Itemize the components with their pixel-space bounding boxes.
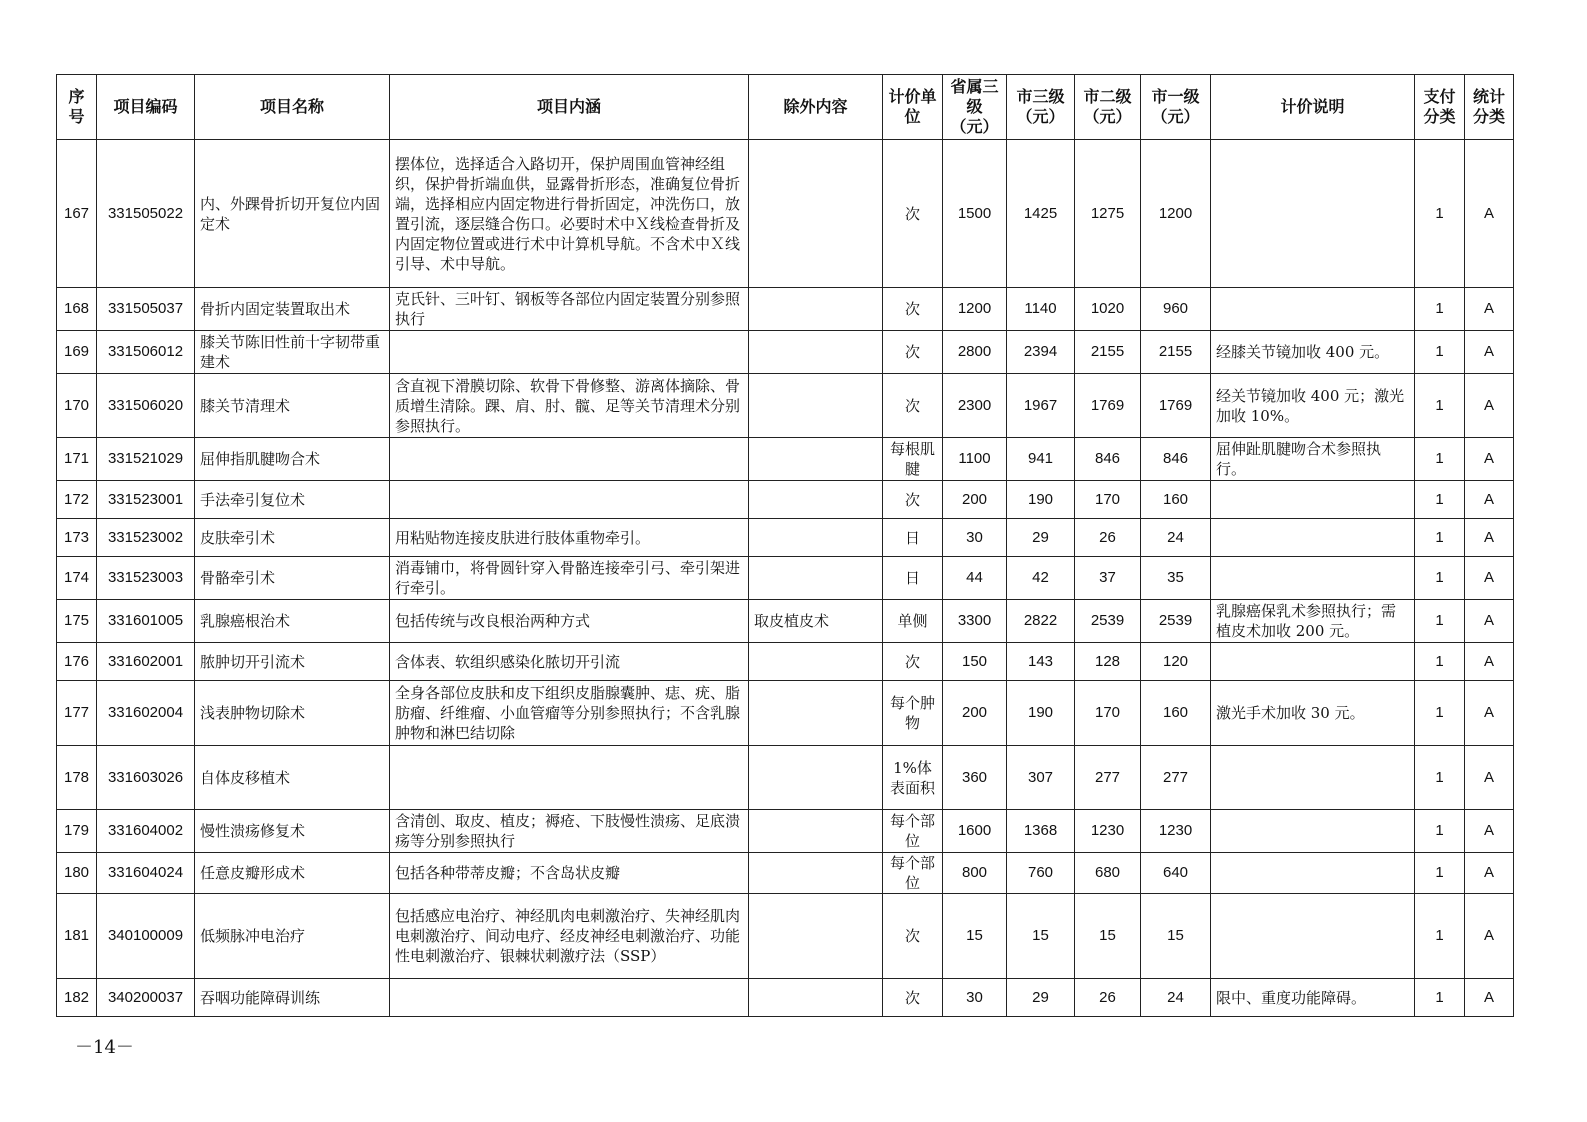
- cell-price-city-tier1: 120: [1141, 643, 1211, 681]
- cell-price-city-tier2: 26: [1075, 519, 1141, 557]
- cell-note: 经关节镜加收 400 元；激光加收 10%。: [1211, 374, 1415, 438]
- cell-content: 含清创、取皮、植皮；褥疮、下肢慢性溃疡、足底溃疡等分别参照执行: [390, 810, 749, 853]
- cell-price-city-tier2: 2155: [1075, 331, 1141, 374]
- cell-exclusion: [749, 438, 883, 481]
- cell-price-city-tier3: 1368: [1007, 810, 1075, 853]
- cell-price-city-tier3: 42: [1007, 557, 1075, 600]
- cell-exclusion: [749, 331, 883, 374]
- cell-name: 骨骼牵引术: [195, 557, 390, 600]
- cell-name: 浅表肿物切除术: [195, 681, 390, 746]
- cell-price-city-tier1: 277: [1141, 746, 1211, 810]
- cell-code: 331604024: [97, 853, 195, 894]
- cell-pay-class: 1: [1415, 438, 1465, 481]
- cell-price-provincial-tier3: 15: [943, 894, 1007, 979]
- cell-code: 331521029: [97, 438, 195, 481]
- cell-price-city-tier3: 143: [1007, 643, 1075, 681]
- table-row: [57, 374, 1514, 438]
- cell-exclusion: [749, 894, 883, 979]
- table-row: [57, 288, 1514, 331]
- cell-price-provincial-tier3: 3300: [943, 600, 1007, 643]
- cell-exclusion: 取皮植皮术: [749, 600, 883, 643]
- cell-pay-class: 1: [1415, 810, 1465, 853]
- cell-exclusion: [749, 557, 883, 600]
- table-row: [57, 681, 1514, 746]
- cell-code: 331602004: [97, 681, 195, 746]
- cell-price-city-tier1: 2539: [1141, 600, 1211, 643]
- cell-price-provincial-tier3: 44: [943, 557, 1007, 600]
- cell-unit: 次: [883, 979, 943, 1017]
- cell-unit: 次: [883, 643, 943, 681]
- cell-exclusion: [749, 481, 883, 519]
- cell-content: [390, 746, 749, 810]
- cell-price-provincial-tier3: 1500: [943, 140, 1007, 288]
- cell-no: 180: [57, 853, 97, 894]
- header-cell: 序号: [57, 75, 97, 140]
- cell-stat-class: A: [1465, 557, 1514, 600]
- cell-exclusion: [749, 519, 883, 557]
- table-row: [57, 853, 1514, 894]
- cell-content: 含体表、软组织感染化脓切开引流: [390, 643, 749, 681]
- cell-name: 乳腺癌根治术: [195, 600, 390, 643]
- cell-exclusion: [749, 681, 883, 746]
- cell-price-city-tier1: 960: [1141, 288, 1211, 331]
- cell-note: [1211, 894, 1415, 979]
- cell-code: 340200037: [97, 979, 195, 1017]
- cell-name: 吞咽功能障碍训练: [195, 979, 390, 1017]
- cell-price-city-tier3: 760: [1007, 853, 1075, 894]
- cell-exclusion: [749, 374, 883, 438]
- cell-name: 低频脉冲电治疗: [195, 894, 390, 979]
- cell-unit: 每个肿物: [883, 681, 943, 746]
- cell-price-city-tier1: 846: [1141, 438, 1211, 481]
- table-row: [57, 331, 1514, 374]
- cell-price-provincial-tier3: 200: [943, 681, 1007, 746]
- cell-note: 乳腺癌保乳术参照执行；需植皮术加收 200 元。: [1211, 600, 1415, 643]
- cell-no: 168: [57, 288, 97, 331]
- cell-pay-class: 1: [1415, 979, 1465, 1017]
- cell-price-provincial-tier3: 150: [943, 643, 1007, 681]
- cell-price-city-tier2: 26: [1075, 979, 1141, 1017]
- header-cell: 计价说明: [1211, 75, 1415, 140]
- cell-no: 179: [57, 810, 97, 853]
- cell-price-city-tier3: 1425: [1007, 140, 1075, 288]
- header-cell: 市三级（元）: [1007, 75, 1075, 140]
- cell-name: 膝关节清理术: [195, 374, 390, 438]
- price-table: [56, 74, 1514, 1017]
- cell-unit: 每个部位: [883, 853, 943, 894]
- table-row: [57, 481, 1514, 519]
- cell-content: 包括传统与改良根治两种方式: [390, 600, 749, 643]
- cell-note: 经膝关节镜加收 400 元。: [1211, 331, 1415, 374]
- table-header-row: [57, 75, 1514, 140]
- cell-price-city-tier2: 2539: [1075, 600, 1141, 643]
- cell-note: 限中、重度功能障碍。: [1211, 979, 1415, 1017]
- cell-pay-class: 1: [1415, 140, 1465, 288]
- table-row: [57, 519, 1514, 557]
- cell-unit: 次: [883, 331, 943, 374]
- cell-price-city-tier3: 190: [1007, 681, 1075, 746]
- cell-content: [390, 331, 749, 374]
- header-cell: 统计分类: [1465, 75, 1514, 140]
- cell-code: 340100009: [97, 894, 195, 979]
- cell-price-provincial-tier3: 1600: [943, 810, 1007, 853]
- cell-price-city-tier3: 29: [1007, 979, 1075, 1017]
- cell-exclusion: [749, 979, 883, 1017]
- cell-pay-class: 1: [1415, 681, 1465, 746]
- cell-unit: 次: [883, 481, 943, 519]
- cell-stat-class: A: [1465, 853, 1514, 894]
- cell-content: 含直视下滑膜切除、软骨下骨修整、游离体摘除、骨质增生清除。踝、肩、肘、髋、足等关节清理术分别参照执行。: [390, 374, 749, 438]
- cell-note: [1211, 810, 1415, 853]
- cell-price-city-tier2: 37: [1075, 557, 1141, 600]
- cell-unit: 1%体表面积: [883, 746, 943, 810]
- cell-code: 331505037: [97, 288, 195, 331]
- cell-price-city-tier2: 1769: [1075, 374, 1141, 438]
- cell-price-city-tier3: 29: [1007, 519, 1075, 557]
- cell-exclusion: [749, 288, 883, 331]
- cell-code: 331523002: [97, 519, 195, 557]
- cell-content: 克氏针、三叶钉、钢板等各部位内固定装置分别参照执行: [390, 288, 749, 331]
- cell-code: 331505022: [97, 140, 195, 288]
- cell-price-provincial-tier3: 2800: [943, 331, 1007, 374]
- cell-note: 激光手术加收 30 元。: [1211, 681, 1415, 746]
- cell-content: 用粘贴物连接皮肤进行肢体重物牵引。: [390, 519, 749, 557]
- cell-price-city-tier3: 2394: [1007, 331, 1075, 374]
- cell-note: [1211, 288, 1415, 331]
- cell-pay-class: 1: [1415, 374, 1465, 438]
- cell-content: 包括感应电治疗、神经肌肉电刺激治疗、失神经肌肉电刺激治疗、间动电疗、经皮神经电刺激治疗、功能性电刺激治疗、银棘状刺激疗法（SSP）: [390, 894, 749, 979]
- cell-content: 消毒铺巾，将骨圆针穿入骨骼连接牵引弓、牵引架进行牵引。: [390, 557, 749, 600]
- cell-price-city-tier1: 24: [1141, 979, 1211, 1017]
- cell-name: 任意皮瓣形成术: [195, 853, 390, 894]
- cell-content: [390, 438, 749, 481]
- cell-stat-class: A: [1465, 438, 1514, 481]
- cell-content: 全身各部位皮肤和皮下组织皮脂腺囊肿、痣、疣、脂肪瘤、纤维瘤、小血管瘤等分别参照执行；不含乳腺肿物和淋巴结切除: [390, 681, 749, 746]
- cell-code: 331603026: [97, 746, 195, 810]
- header-cell: 计价单位: [883, 75, 943, 140]
- header-cell: 支付分类: [1415, 75, 1465, 140]
- cell-price-city-tier2: 128: [1075, 643, 1141, 681]
- cell-code: 331601005: [97, 600, 195, 643]
- cell-note: [1211, 643, 1415, 681]
- cell-unit: 每根肌腱: [883, 438, 943, 481]
- table-row: [57, 746, 1514, 810]
- cell-exclusion: [749, 810, 883, 853]
- cell-price-city-tier2: 15: [1075, 894, 1141, 979]
- cell-exclusion: [749, 643, 883, 681]
- header-cell: 市一级（元）: [1141, 75, 1211, 140]
- cell-stat-class: A: [1465, 374, 1514, 438]
- cell-price-provincial-tier3: 2300: [943, 374, 1007, 438]
- cell-name: 手法牵引复位术: [195, 481, 390, 519]
- cell-price-city-tier1: 24: [1141, 519, 1211, 557]
- cell-pay-class: 1: [1415, 519, 1465, 557]
- cell-price-city-tier3: 15: [1007, 894, 1075, 979]
- cell-price-provincial-tier3: 30: [943, 519, 1007, 557]
- cell-name: 脓肿切开引流术: [195, 643, 390, 681]
- cell-price-provincial-tier3: 800: [943, 853, 1007, 894]
- cell-unit: 单侧: [883, 600, 943, 643]
- cell-price-city-tier3: 2822: [1007, 600, 1075, 643]
- cell-price-city-tier3: 307: [1007, 746, 1075, 810]
- cell-stat-class: A: [1465, 481, 1514, 519]
- table-row: [57, 600, 1514, 643]
- cell-unit: 日: [883, 519, 943, 557]
- cell-unit: 每个部位: [883, 810, 943, 853]
- cell-stat-class: A: [1465, 519, 1514, 557]
- cell-stat-class: A: [1465, 810, 1514, 853]
- cell-no: 167: [57, 140, 97, 288]
- header-cell: 除外内容: [749, 75, 883, 140]
- cell-price-city-tier2: 1020: [1075, 288, 1141, 331]
- cell-price-provincial-tier3: 1200: [943, 288, 1007, 331]
- cell-pay-class: 1: [1415, 853, 1465, 894]
- table-row: [57, 557, 1514, 600]
- cell-code: 331523001: [97, 481, 195, 519]
- cell-unit: 次: [883, 894, 943, 979]
- cell-stat-class: A: [1465, 331, 1514, 374]
- cell-no: 175: [57, 600, 97, 643]
- cell-content: [390, 481, 749, 519]
- cell-stat-class: A: [1465, 600, 1514, 643]
- cell-price-provincial-tier3: 1100: [943, 438, 1007, 481]
- cell-price-city-tier1: 1769: [1141, 374, 1211, 438]
- cell-note: [1211, 746, 1415, 810]
- cell-note: [1211, 557, 1415, 600]
- cell-price-city-tier1: 160: [1141, 681, 1211, 746]
- cell-price-city-tier2: 1275: [1075, 140, 1141, 288]
- cell-name: 膝关节陈旧性前十字韧带重建术: [195, 331, 390, 374]
- header-cell: 项目内涵: [390, 75, 749, 140]
- cell-stat-class: A: [1465, 681, 1514, 746]
- table-row: [57, 979, 1514, 1017]
- cell-content: 摆体位，选择适合入路切开，保护周围血管神经组织，保护骨折端血供，显露骨折形态，准确复位骨折端，选择相应内固定物进行骨折固定，冲洗伤口，放置引流，逐层缝合伤口。必要时术中Ｘ线检查骨折及内固定物位置或进行术中计算机导航。不含术中Ｘ线引导、术中导航。: [390, 140, 749, 288]
- cell-price-city-tier2: 846: [1075, 438, 1141, 481]
- cell-code: 331604002: [97, 810, 195, 853]
- cell-price-city-tier2: 277: [1075, 746, 1141, 810]
- cell-pay-class: 1: [1415, 600, 1465, 643]
- cell-no: 177: [57, 681, 97, 746]
- cell-pay-class: 1: [1415, 746, 1465, 810]
- cell-note: 屈伸趾肌腱吻合术参照执行。: [1211, 438, 1415, 481]
- header-cell: 项目编码: [97, 75, 195, 140]
- cell-name: 屈伸指肌腱吻合术: [195, 438, 390, 481]
- cell-price-city-tier2: 170: [1075, 481, 1141, 519]
- cell-price-city-tier1: 1230: [1141, 810, 1211, 853]
- cell-no: 169: [57, 331, 97, 374]
- cell-no: 170: [57, 374, 97, 438]
- cell-pay-class: 1: [1415, 557, 1465, 600]
- cell-stat-class: A: [1465, 979, 1514, 1017]
- cell-unit: 次: [883, 288, 943, 331]
- cell-note: [1211, 481, 1415, 519]
- page-number: －14－: [75, 1037, 134, 1058]
- cell-price-city-tier1: 2155: [1141, 331, 1211, 374]
- table-row: [57, 643, 1514, 681]
- cell-price-city-tier3: 190: [1007, 481, 1075, 519]
- cell-price-city-tier1: 640: [1141, 853, 1211, 894]
- header-cell: 项目名称: [195, 75, 390, 140]
- cell-stat-class: A: [1465, 140, 1514, 288]
- cell-price-city-tier1: 35: [1141, 557, 1211, 600]
- table-row: [57, 810, 1514, 853]
- cell-pay-class: 1: [1415, 894, 1465, 979]
- cell-price-city-tier3: 1967: [1007, 374, 1075, 438]
- cell-price-city-tier2: 680: [1075, 853, 1141, 894]
- cell-exclusion: [749, 746, 883, 810]
- cell-pay-class: 1: [1415, 481, 1465, 519]
- cell-code: 331506012: [97, 331, 195, 374]
- cell-no: 181: [57, 894, 97, 979]
- cell-no: 173: [57, 519, 97, 557]
- cell-code: 331602001: [97, 643, 195, 681]
- cell-price-provincial-tier3: 200: [943, 481, 1007, 519]
- cell-stat-class: A: [1465, 288, 1514, 331]
- cell-price-city-tier3: 941: [1007, 438, 1075, 481]
- table-row: [57, 140, 1514, 288]
- cell-name: 慢性溃疡修复术: [195, 810, 390, 853]
- cell-price-city-tier1: 1200: [1141, 140, 1211, 288]
- cell-price-city-tier1: 160: [1141, 481, 1211, 519]
- header-cell: 市二级（元）: [1075, 75, 1141, 140]
- cell-no: 182: [57, 979, 97, 1017]
- cell-unit: 次: [883, 374, 943, 438]
- cell-price-provincial-tier3: 30: [943, 979, 1007, 1017]
- cell-price-city-tier2: 170: [1075, 681, 1141, 746]
- cell-no: 176: [57, 643, 97, 681]
- cell-name: 内、外踝骨折切开复位内固定术: [195, 140, 390, 288]
- cell-exclusion: [749, 853, 883, 894]
- cell-unit: 日: [883, 557, 943, 600]
- cell-exclusion: [749, 140, 883, 288]
- cell-note: [1211, 519, 1415, 557]
- cell-note: [1211, 853, 1415, 894]
- cell-name: 骨折内固定装置取出术: [195, 288, 390, 331]
- cell-pay-class: 1: [1415, 331, 1465, 374]
- cell-content: 包括各种带蒂皮瓣；不含岛状皮瓣: [390, 853, 749, 894]
- cell-stat-class: A: [1465, 643, 1514, 681]
- cell-pay-class: 1: [1415, 643, 1465, 681]
- cell-unit: 次: [883, 140, 943, 288]
- cell-content: [390, 979, 749, 1017]
- cell-no: 178: [57, 746, 97, 810]
- cell-note: [1211, 140, 1415, 288]
- cell-no: 171: [57, 438, 97, 481]
- cell-stat-class: A: [1465, 894, 1514, 979]
- table-row: [57, 894, 1514, 979]
- table-row: [57, 438, 1514, 481]
- cell-name: 皮肤牵引术: [195, 519, 390, 557]
- cell-code: 331523003: [97, 557, 195, 600]
- cell-price-city-tier3: 1140: [1007, 288, 1075, 331]
- cell-no: 172: [57, 481, 97, 519]
- cell-pay-class: 1: [1415, 288, 1465, 331]
- cell-price-city-tier1: 15: [1141, 894, 1211, 979]
- cell-name: 自体皮移植术: [195, 746, 390, 810]
- cell-no: 174: [57, 557, 97, 600]
- cell-price-city-tier2: 1230: [1075, 810, 1141, 853]
- header-cell: 省属三级（元）: [943, 75, 1007, 140]
- cell-stat-class: A: [1465, 746, 1514, 810]
- cell-code: 331506020: [97, 374, 195, 438]
- cell-price-provincial-tier3: 360: [943, 746, 1007, 810]
